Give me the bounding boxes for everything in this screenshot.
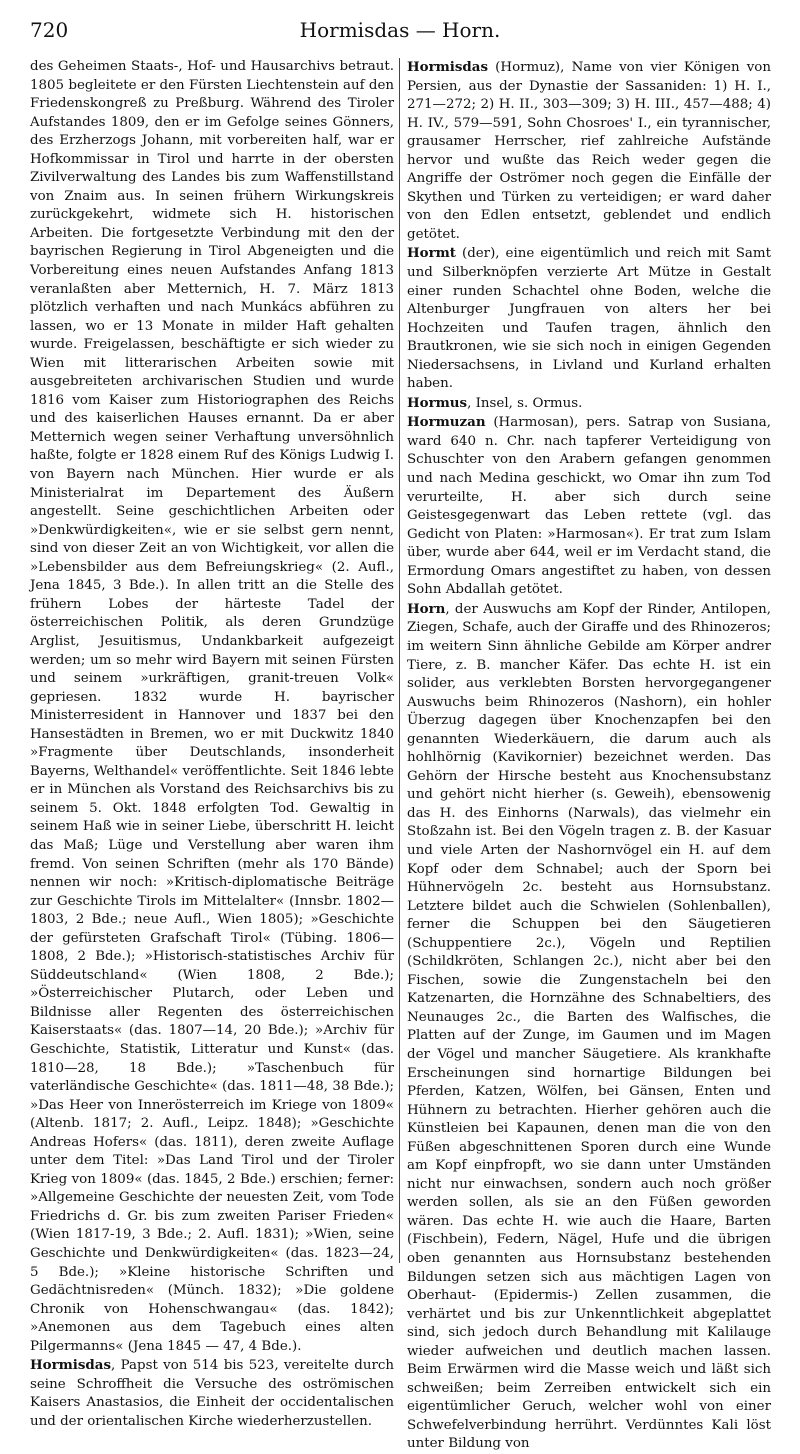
entry-lemma: Horn — [407, 600, 446, 617]
entry-text: (Hormuz), Name von vier Königen von Persien, aus der Dynastie der Sassaniden: 1) H. I., 271—272; 2) H. II., 303—309; 3) H. III., 457—488; 4) H. IV., 579—591, Sohn Chosroes' I., ein tyrannischer, grausamer Herrscher, rief zahlreiche Aufstände hervor und wußte das Reich weder gegen die Angriffe der Oströmer noch gegen die Einfälle der Skythen und Türken zu verteidigen; er ward daher von den Edlen entsetzt, geblendet und endlich getötet. — [407, 60, 771, 242]
entry-text: (Harmosan), pers. Satrap von Susiana, ward 640 n. Chr. nach tapferer Verteidigung von Schuschter von den Arabern gefangen genommen und nach Medina geschickt, wo Omar ihn zum Tod verurteilte, H. aber sich durch seine Geistesgegenwart das Leben rettete (vgl. das Gedicht von Platen: »Harmosan«). Er trat zum Islam über, wurde aber 644, weil er im Verdacht stand, die Ermordung Omars angestiftet zu haben, von dessen Sohn Abdallah getötet. — [407, 415, 771, 598]
entry-hormisdas-persia — [407, 58, 771, 244]
page-header — [30, 14, 770, 48]
entry-lemma: Hormisdas — [30, 1357, 112, 1374]
entry-hormuzan — [407, 413, 771, 599]
entry-text: , Papst von 514 bis 523, vereitelte durch seine Schroffheit die Versuche des oströmischen Kaisers Anastasios, die Einheit der occidentalischen und der orientalischen Kirche wiederherzustellen. — [30, 1358, 394, 1429]
entry-text: , der Auswuchs am Kopf der Rinder, Antilopen, Ziegen, Schafe, auch der Giraffe und des Rhinozeros; im weitern Sinn ähnliche Gebilde am Körper andrer Tiere, z. B. mancher Käfer. Das echte H. ist ein solider, aus verklebten Borsten hervorgegangener Auswuchs beim Rhinozeros (Nashorn), ein hohler Überzug dagegen über Knochenzapfen bei den genannten Wiederkäuern, die darum auch als hohlhörnig (Kavikornier) bezeichnet werden. Das Gehörn der Hirsche besteht aus Knochensubstanz und gehört nicht hierher (s. Geweih), ebensowenig das H. des Einhorns (Narwals), das vielmehr ein Stoßzahn ist. Bei den Vögeln tragen z. B. der Kasuar und viele Arten der Nashornvögel ein H. auf dem Kopf oder dem Schnabel; auch der Sporn bei Hühnervögeln 2c. besteht aus Hornsubstanz. Letztere bildet auch die Schwielen (Sohlenballen), ferner die Schuppen bei den Säugetieren (Schuppentiere 2c.), Vögeln und Reptilien (Schildkröten, Schlangen 2c.), nicht aber bei den Fischen, sowie die Zungenstacheln bei den Katzenarten, die Hornzähne des Schnabeltiers, des Neunauges 2c., die Barten des Walfisches, die Platten auf der Zunge, im Gaumen und im Magen der Vögel und mancher Säugetiere. Als krankhafte Erscheinungen sind hornartige Bildungen bei Pferden, Katzen, Wölfen, bei Gänsen, Enten und Hühnern zu betrachten. Hierher gehören auch die Künstleien bei Kapaunen, denen man die von den Füßen abgeschnittenen Sporen durch eine Wunde am Kopf einpfropft, wo sie dann unter Umständen nicht nur einwachsen, sondern auch noch größer werden sollen, als sie an den Füßen geworden wären. Das echte H. wie auch die Haare, Barten (Fischbein), Federn, Nägel, Hufe und die übrigen oben genannten aus Hornsubstanz bestehenden Bildungen setzen sich aus mächtigen Lagen von Oberhaut- (Epidermis-) Zellen zusammen, die verhärtet und bis zur Unkenntlichkeit abgeplattet sind, sich jedoch durch Behandlung mit Kalilauge wieder aufweichen und deutlich machen lassen. Beim Erwärmen wird die Masse weich und läßt sich schweißen; beim Zerreiben entwickelt sich ein eigentümlicher Geruch, welcher wohl von einer Schwefelverbindung herrührt. Verdünntes Kali löst unter Bildung von — [407, 601, 771, 1452]
entry-lemma: Hormuzan — [407, 414, 486, 431]
entry-lemma: Hormus — [407, 394, 468, 411]
entry-horn — [407, 600, 771, 1454]
entry-hormt — [407, 244, 771, 393]
column-divider — [399, 58, 400, 1263]
running-title: Hormisdas — Horn. — [299, 18, 501, 42]
entry-lemma: Hormt — [407, 245, 456, 262]
left-column — [30, 58, 394, 1429]
entry-text: , Insel, s. Ormus. — [467, 395, 583, 411]
page-number: 720 — [30, 18, 69, 42]
right-column — [407, 58, 771, 1452]
entry-hormisdas-pope — [30, 1356, 394, 1431]
entry-hormus — [407, 394, 771, 414]
entry-lemma: Hormisdas — [407, 59, 489, 75]
entry-continuation: des Geheimen Staats-, Hof- und Hausarchivs betraut. 1805 begleitete er den Fürsten Liechtenstein auf den Friedenskongreß zu Preßburg. Während des Tiroler Aufstandes 1809, den er im Gefolge seines Gönners, des Erzherzogs Johann, mit vorbereiten half, war er Hofkommissar in Tirol und harrte in der obersten Zivilverwaltung des Landes bis zum Waffenstillstand von Znaim aus. In seinen frühern Wirkungskreis zurückgekehrt, widmete sich H. historischen Arbeiten. Die fortgesetzte Verbindung mit den der bayrischen Regierung in Tirol Abgeneigten und die Vorbereitung eines neuen Aufstandes Anfang 1813 veranlaßten aber Metternich, H. 7. März 1813 plötzlich verhaften und nach Munkács abführen zu lassen, wo er 13 Monate in milder Haft gehalten wurde. Freigelassen, beschäftigte er sich wieder zu Wien mit litterarischen Arbeiten sowie mit ausgebreiteten archivarischen Studien und wurde 1816 vom Kaiser zum Historiographen des Reichs und des kaiserlichen Hauses ernannt. Da er aber Metternich wegen seiner Verhaftung unversöhnlich haßte, folgte er 1828 einem Ruf des Königs Ludwig I. von Bayern nach München. Hier wurde er als Ministerialrat im Departement des Äußern angestellt. Seine geschichtlichen Arbeiten oder »Denkwürdigkeiten«, wie er sie selbst gern nennt, sind von dieser Zeit an von Wichtigkeit, vor allen die »Lebensbilder aus dem Befreiungskrieg« (2. Aufl., Jena 1845, 3 Bde.). In allen tritt an die Stelle des frühern Lobes der härteste Tadel der österreichischen Politik, als deren Grundzüge Arglist, Jesuitismus, Undankbarkeit aufgezeigt werden; um so mehr wird Bayern mit seinen Fürsten und seinem »urkräftigen, granit-treuen Volk« gepriesen. 1832 wurde H. bayrischer Ministerresident in Hannover und 1837 bei den Hansestädten in Bremen, wo er mit Duckwitz 1840 »Fragmente über Deutschlands, insonderheit Bayerns, Welthandel« veröffentlichte. Seit 1846 lebte er in München als Vorstand des Reichsarchivs bis zu seinem 5. Okt. 1848 erfolgten Tod. Gewaltig in seinem Haß wie in seiner Liebe, überschritt H. leicht das Maß; Lüge und Verstellung aber waren ihm fremd. Von seinen Schriften (mehr als 170 Bände) nennen wir noch: »Kritisch-diplomatische Beiträge zur Geschichte Tirols im Mittelalter« (Innsbr. 1802—1803, 2 Bde.; neue Aufl., Wien 1805); »Geschichte der gefürsteten Grafschaft Tirol« (Tübing. 1806—1808, 2 Bde.); »Historisch-statistisches Archiv für Süddeutschland« (Wien 1808, 2 Bde.); »Österreichischer Plutarch, oder Leben und Bildnisse aller Regenten des österreichischen Kaiserstaats« (das. 1807—14, 20 Bde.); »Archiv für Geschichte, Statistik, Litteratur und Kunst« (das. 1810—28, 18 Bde.); »Taschenbuch für vaterländische Geschichte« (das. 1811—48, 38 Bde.); »Das Heer von Innerösterreich im Kriege von 1809« (Altenb. 1817; 2. Aufl., Leipz. 1848); »Geschichte Andreas Hofers« (das. 1811), deren zweite Auflage unter dem Titel: »Das Land Tirol und der Tiroler Krieg von 1809« (das. 1845, 2 Bde.) erschien; ferner: »Allgemeine Geschichte der neuesten Zeit, vom Tode Friedrichs d. Gr. bis zum zweiten Pariser Frieden« (Wien 1817-19, 3 Bde.; 2. Aufl. 1831); »Wien, seine Geschichte und Denkwürdigkeiten« (das. 1823—24, 5 Bde.); »Kleine historische Schriften und Gedächtnisreden« (Münch. 1832); »Die goldene Chronik von Hohenschwangau« (das. 1842); »Anemonen aus dem Tagebuch eines alten Pilgermanns« (Jena 1845 — 47, 4 Bde.). — [30, 59, 394, 1354]
entry-text: (der), eine eigentümlich und reich mit Samt und Silberknöpfen verzierte Art Mütze in Gestalt einer runden Schachtel ohne Boden, welche die Altenburger Jungfrauen von alters her bei Hochzeiten und Taufen tragen, ähnlich den Brautkronen, wie sie sich noch in einigen Gegenden Niedersachsens, in Livland und Kurland erhalten haben. — [407, 246, 771, 392]
